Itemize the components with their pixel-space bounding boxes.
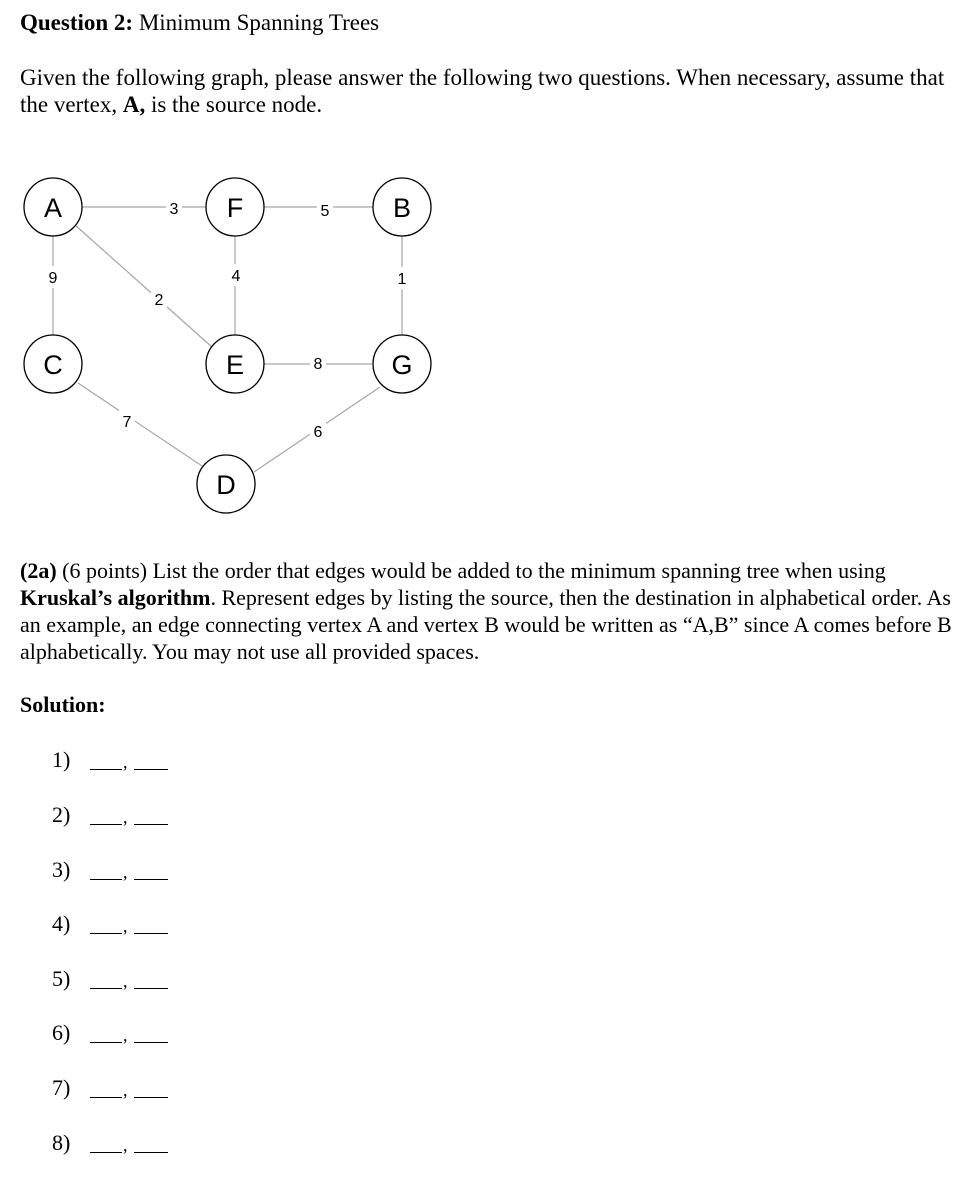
weight-a-e (151, 288, 167, 310)
answer-number: 1) (52, 747, 71, 772)
vertex-label-a: A (43, 193, 63, 223)
svg-text:4: 4 (231, 268, 241, 285)
weight-e-g (310, 352, 326, 374)
answer-source-line[interactable] (90, 1152, 122, 1153)
svg-text:1: 1 (397, 271, 407, 288)
answer-source-line[interactable] (90, 1097, 122, 1098)
weight-f-e (228, 264, 244, 286)
q2a-instructions: . Represent edges by listing the source, then the destination in alphabetical order. As an example, an edge connecting vertex A and vertex B would be written as “A,B” since A comes before B alphabetically. You may not use all provided spaces. (20, 585, 952, 664)
svg-text:5: 5 (320, 203, 330, 220)
weight-f-b (317, 199, 333, 221)
answer-destination-line[interactable] (134, 988, 168, 989)
svg-text:6: 6 (313, 424, 323, 441)
svg-text:8: 8 (313, 356, 323, 373)
answer-comma: , (123, 862, 128, 882)
answer-source-line[interactable] (90, 824, 122, 825)
solution-label: Solution: (20, 692, 106, 717)
weight-c-d (119, 410, 135, 432)
svg-text:7: 7 (122, 414, 132, 431)
vertex-label-b: B (392, 193, 412, 223)
answer-destination-line[interactable] (134, 879, 168, 880)
answer-number: 5) (52, 966, 71, 991)
svg-text:2: 2 (154, 292, 164, 309)
answer-blank-1 (0, 747, 220, 775)
svg-text:3: 3 (169, 201, 179, 218)
vertex-label-e: E (225, 350, 245, 380)
answer-blank-7 (0, 1075, 220, 1103)
answer-blank-3 (0, 857, 220, 885)
svg-text:9: 9 (48, 270, 58, 287)
answer-blank-6 (0, 1020, 220, 1048)
answer-comma: , (123, 971, 128, 991)
vertex-label-c: C (43, 350, 63, 380)
answer-comma: , (123, 752, 128, 772)
question-label: Question 2: (20, 10, 134, 35)
graph-vertices (24, 178, 431, 513)
answer-destination-line[interactable] (134, 824, 168, 825)
question-2a (20, 557, 955, 665)
intro-source-vertex: A, (122, 92, 146, 117)
answer-destination-line[interactable] (134, 1042, 168, 1043)
intro-text-after: is the source node. (145, 92, 323, 117)
weight-a-f (166, 197, 182, 219)
question-topic: Minimum Spanning Trees (138, 10, 380, 35)
answer-number: 3) (52, 857, 71, 882)
answer-number: 6) (52, 1020, 71, 1045)
answer-number: 8) (52, 1130, 71, 1155)
vertex-label-g: G (391, 350, 413, 380)
vertex-label-f: F (226, 193, 244, 223)
q2a-algorithm: Kruskal’s algorithm (20, 585, 211, 610)
answer-source-line[interactable] (90, 933, 122, 934)
answer-destination-line[interactable] (134, 933, 168, 934)
graph-diagram (0, 0, 972, 520)
weight-d-g (310, 420, 326, 442)
vertex-label-d: D (216, 470, 236, 500)
weight-a-c (45, 266, 61, 288)
weight-b-g (394, 267, 410, 289)
edge-c-d (78, 383, 202, 466)
answer-destination-line[interactable] (134, 1097, 168, 1098)
answer-source-line[interactable] (90, 1042, 122, 1043)
answer-destination-line[interactable] (134, 1152, 168, 1153)
q2a-prompt: (6 points) List the order that edges would be added to the minimum spanning tree when using (62, 558, 886, 583)
answer-source-line[interactable] (90, 769, 122, 770)
q2a-label: (2a) (20, 558, 57, 583)
answer-number: 4) (52, 911, 71, 936)
answer-comma: , (123, 807, 128, 827)
answer-source-line[interactable] (90, 988, 122, 989)
answer-blank-5 (0, 966, 220, 994)
answer-comma: , (123, 1080, 128, 1100)
answer-blank-2 (0, 802, 220, 830)
answer-comma: , (123, 1025, 128, 1045)
edge-a-e (75, 225, 212, 347)
answer-blank-8 (0, 1130, 220, 1158)
answer-comma: , (123, 1135, 128, 1155)
answer-comma: , (123, 916, 128, 936)
answer-number: 2) (52, 802, 71, 827)
answer-source-line[interactable] (90, 879, 122, 880)
answer-destination-line[interactable] (134, 769, 168, 770)
intro-text-before: Given the following graph, please answer the following two questions. When necessary, assume that the vertex, (20, 65, 945, 117)
answer-blank-4 (0, 911, 220, 939)
answer-number: 7) (52, 1075, 71, 1100)
